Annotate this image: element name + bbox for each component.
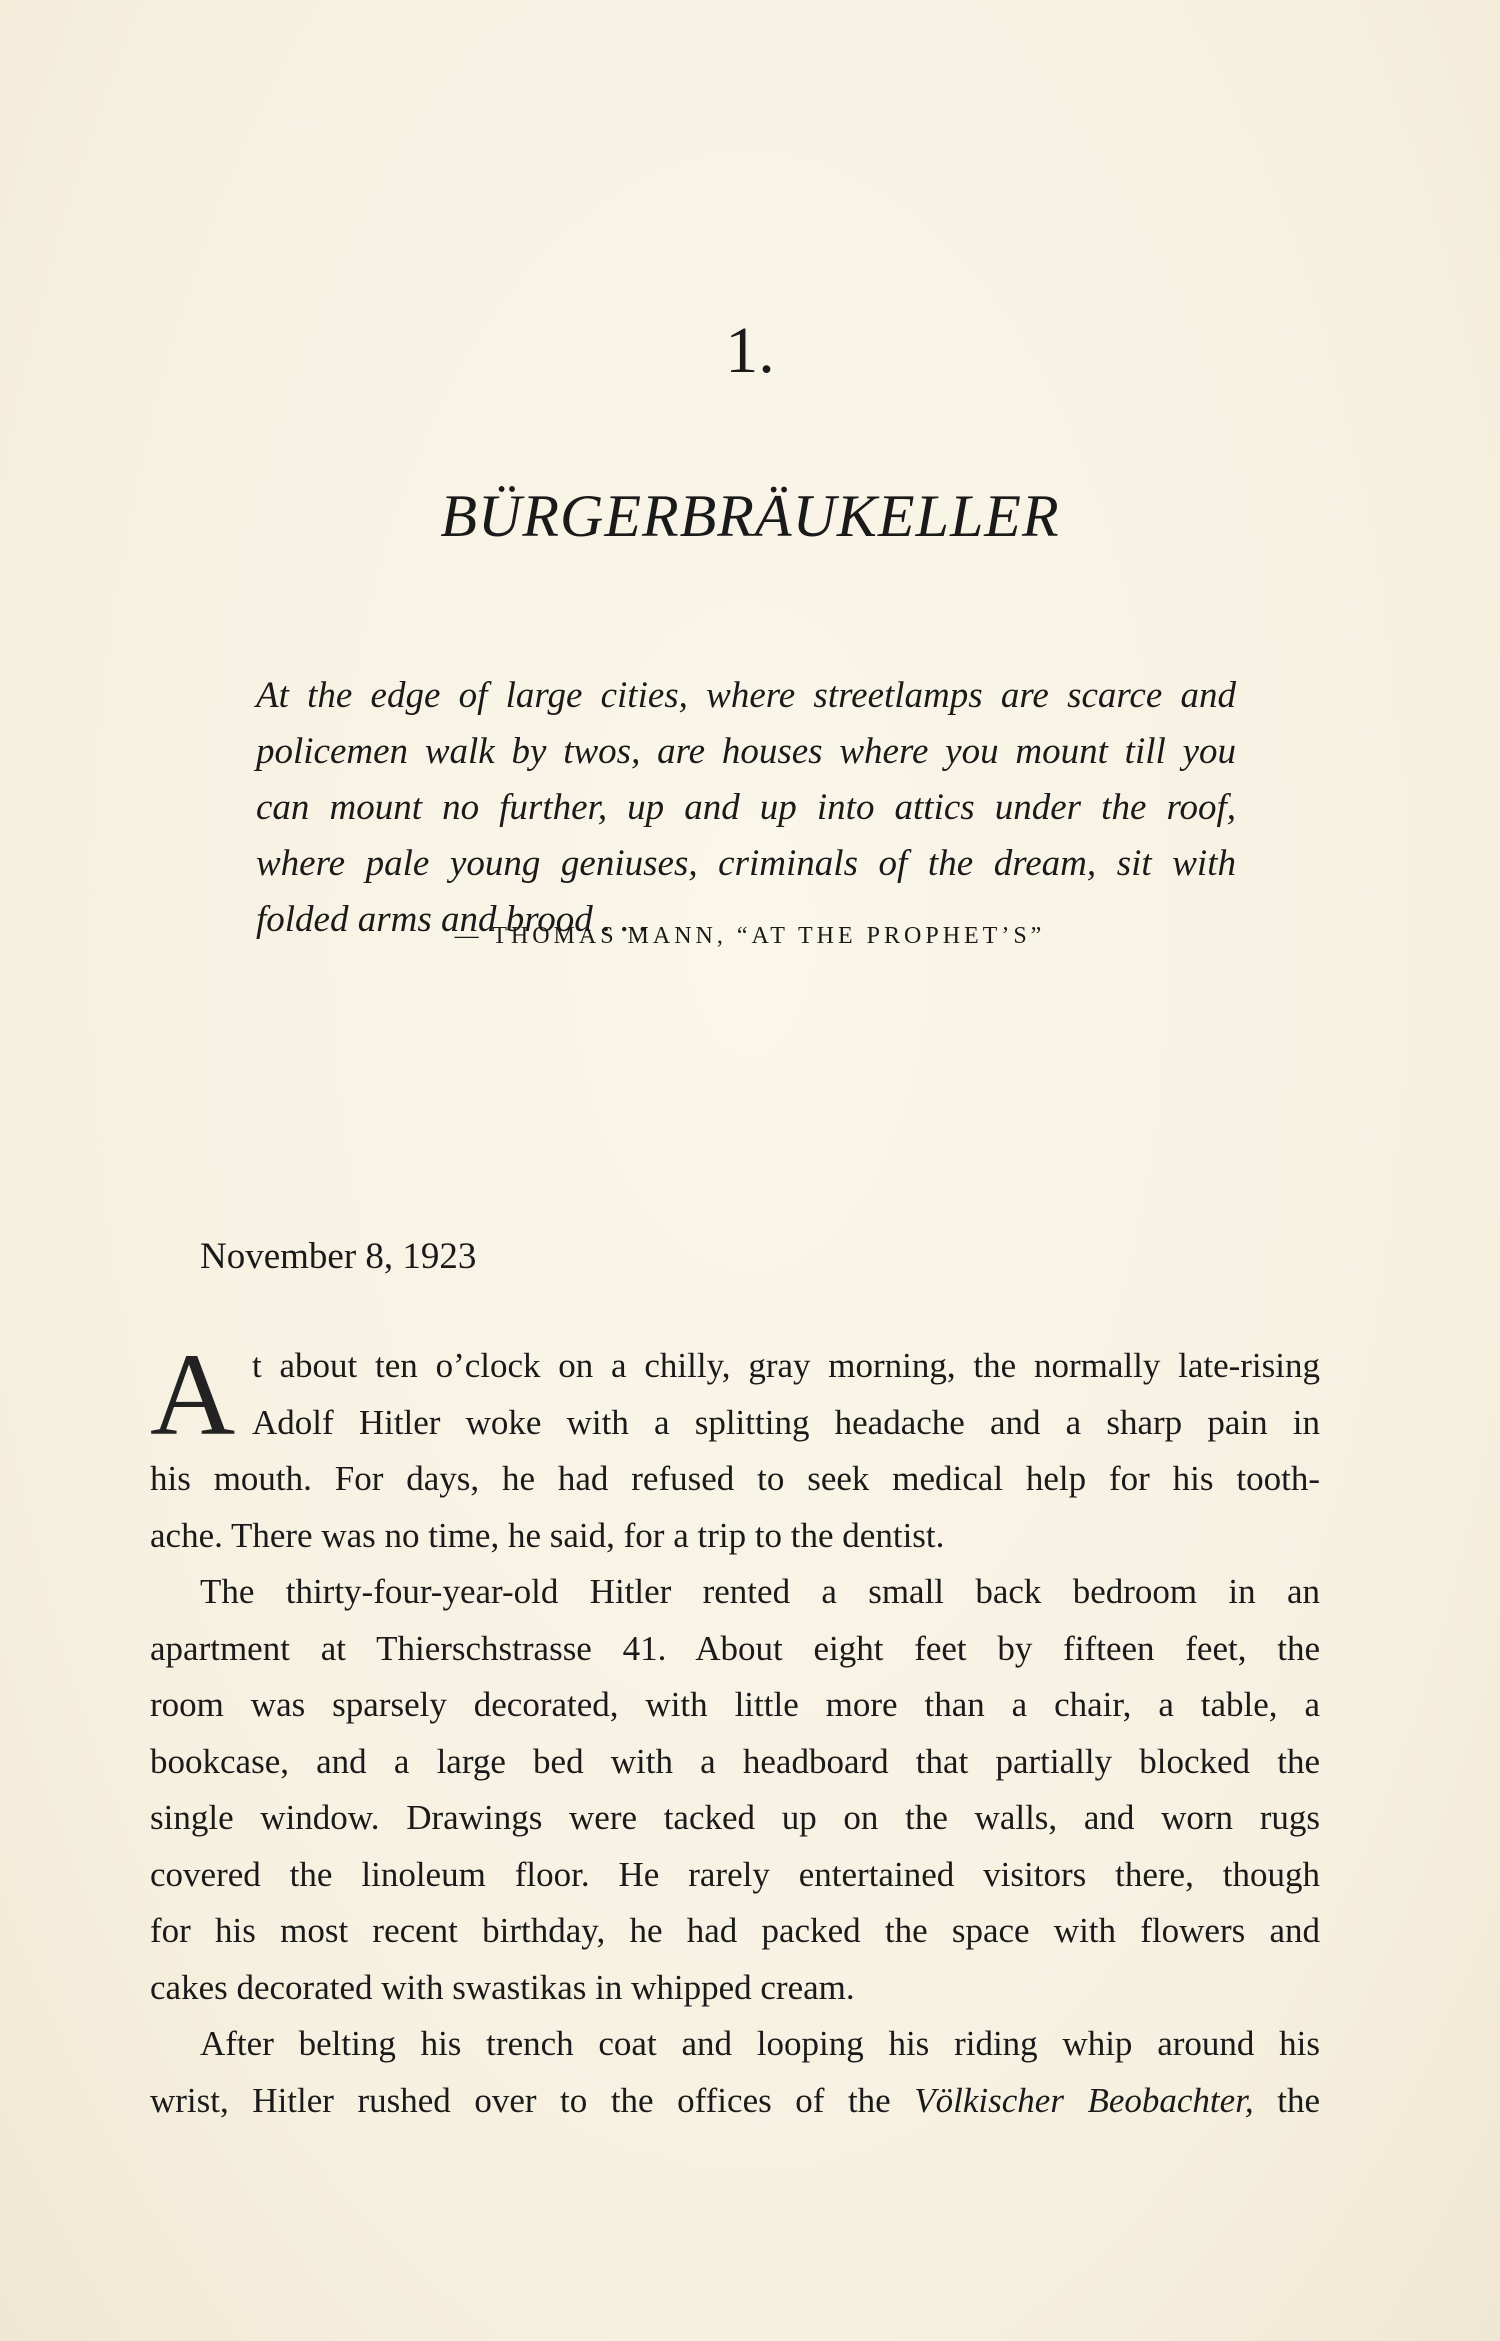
body-text bbox=[150, 1329, 1320, 2129]
body-line: The thirty-four-year-old Hitler rented a small back bedroom in an bbox=[200, 1572, 1320, 1611]
body-text-run: wrist, Hitler rushed over to the offices of the bbox=[150, 2080, 915, 2120]
epigraph-line: where pale young geniuses, criminals of the dream, sit with bbox=[256, 843, 1236, 884]
body-line: t about ten o’clock on a chilly, gray morning, the normally late-rising bbox=[252, 1346, 1320, 1385]
body-line: covered the linoleum floor. He rarely entertained visitors there, though bbox=[150, 1854, 1320, 1894]
date-heading: November 8, 1923 bbox=[200, 1236, 477, 1277]
epigraph-line: can mount no further, up and up into attics under the roof, bbox=[256, 787, 1236, 828]
drop-cap: A bbox=[150, 1329, 236, 1460]
body-line: Adolf Hitler woke with a splitting headache and a sharp pain in bbox=[252, 1402, 1320, 1442]
epigraph-line: folded arms and brood . . . bbox=[256, 899, 649, 940]
body-line bbox=[150, 2073, 1320, 2130]
body-line: his mouth. For days, he had refused to seek medical help for his tooth- bbox=[150, 1459, 1320, 1498]
body-line: cakes decorated with swastikas in whipped cream. bbox=[150, 1967, 855, 2007]
body-line: room was sparsely decorated, with little more than a chair, a table, a bbox=[150, 1685, 1320, 1724]
body-line: for his most recent birthday, he had packed the space with flowers and bbox=[150, 1911, 1320, 1950]
chapter-title: BÜRGERBRÄUKELLER bbox=[440, 483, 1060, 549]
epigraph bbox=[256, 668, 1236, 948]
body-line: apartment at Thierschstrasse 41. About eight feet by fifteen feet, the bbox=[150, 1628, 1320, 1668]
epigraph-attribution: — THOMAS MANN, “AT THE PROPHET’S” bbox=[454, 923, 1046, 949]
body-line: ache. There was no time, he said, for a trip to the dentist. bbox=[150, 1515, 945, 1555]
epigraph-line: policemen walk by twos, are houses where you mount till you bbox=[256, 731, 1236, 772]
body-line: single window. Drawings were tacked up on the walls, and worn rugs bbox=[150, 1798, 1320, 1837]
body-line: After belting his trench coat and looping his riding whip around his bbox=[200, 2024, 1320, 2063]
epigraph-line: At the edge of large cities, where streetlamps are scarce and bbox=[256, 675, 1236, 716]
body-line: bookcase, and a large bed with a headboard that partially blocked the bbox=[150, 1741, 1320, 1781]
body-text-run: the bbox=[1253, 2080, 1320, 2120]
chapter-number: 1. bbox=[725, 314, 775, 387]
newspaper-title: Völkischer Beobachter, bbox=[914, 2080, 1254, 2120]
